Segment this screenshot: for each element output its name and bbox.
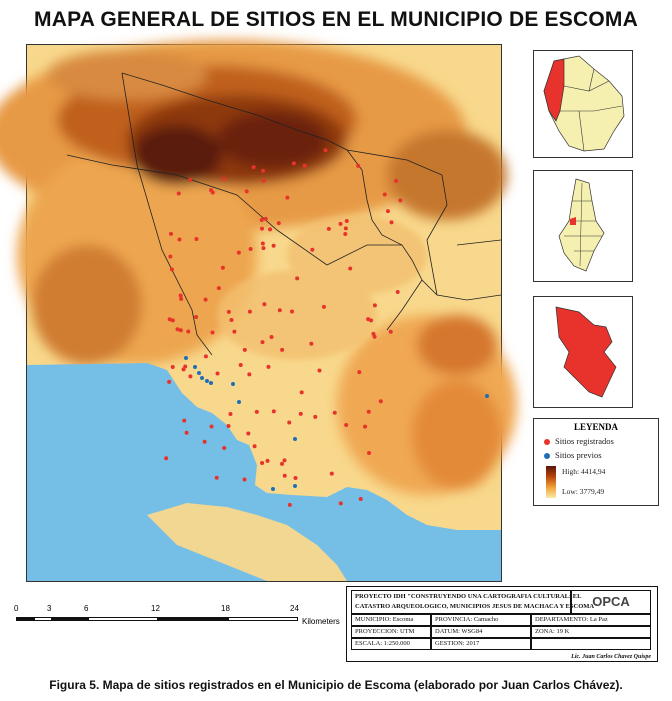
registered-site-marker (232, 330, 236, 334)
legend-previous: Sitios previos (544, 450, 602, 460)
registered-site-marker (345, 219, 349, 223)
registered-site-marker (272, 244, 276, 248)
registered-site-marker (239, 363, 243, 367)
registered-site-marker (285, 196, 289, 200)
author-credit: Lic. Juan Carlos Chavez Quispe (571, 654, 651, 660)
proyeccion-cell: PROYECCION: UTM (351, 626, 431, 638)
registered-site-marker (204, 354, 208, 358)
registered-site-marker (287, 420, 291, 424)
registered-site-marker (194, 237, 198, 241)
registered-site-marker (299, 412, 303, 416)
registered-site-marker (204, 298, 208, 302)
bolivia-map (534, 51, 632, 157)
inset-bolivia (533, 50, 633, 158)
registered-site-marker (303, 164, 307, 168)
registered-site-marker (367, 451, 371, 455)
previous-site-marker (237, 400, 241, 404)
registered-site-marker (246, 432, 250, 436)
previous-site-marker (271, 487, 275, 491)
registered-site-marker (369, 318, 373, 322)
registered-site-marker (262, 302, 266, 306)
gestion-cell: GESTION: 2017 (431, 638, 531, 650)
registered-site-marker (243, 478, 247, 482)
registered-site-marker (383, 193, 387, 197)
registered-site-marker (266, 365, 270, 369)
registered-site-marker (248, 310, 252, 314)
registered-site-marker (394, 179, 398, 183)
registered-site-marker (188, 374, 192, 378)
previous-dot-icon (544, 453, 550, 459)
registered-site-marker (247, 372, 251, 376)
registered-site-marker (373, 303, 377, 307)
registered-site-marker (386, 209, 390, 213)
previous-site-marker (193, 365, 197, 369)
registered-site-marker (227, 424, 231, 428)
elevation-ramp (546, 466, 556, 498)
legend-title: LEYENDA (573, 422, 618, 432)
registered-site-marker (344, 226, 348, 230)
registered-site-marker (243, 348, 247, 352)
scale-tick: 12 (151, 604, 160, 613)
registered-site-marker (211, 190, 215, 194)
registered-site-marker (356, 164, 360, 168)
registered-site-marker (260, 218, 264, 222)
registered-dot-icon (544, 439, 550, 445)
legend (533, 418, 659, 506)
registered-site-marker (357, 370, 361, 374)
registered-site-marker (277, 221, 281, 225)
registered-site-marker (216, 372, 220, 376)
registered-site-marker (278, 308, 282, 312)
registered-site-marker (379, 399, 383, 403)
registered-site-marker (177, 237, 181, 241)
registered-site-marker (171, 318, 175, 322)
registered-site-marker (300, 390, 304, 394)
registered-site-marker (260, 227, 264, 231)
registered-site-marker (249, 247, 253, 251)
registered-site-marker (283, 458, 287, 462)
registered-site-marker (261, 246, 265, 250)
registered-site-marker (215, 476, 219, 480)
registered-site-marker (177, 191, 181, 195)
registered-site-marker (203, 440, 207, 444)
project-cell: PROYECTO IDH "CONSTRUYENDO UNA CARTOGRAFIA CULTURAL: EL CATASTRO ARQUEOLOGICO, MUNICIPIOS JESUS DE MACHACA Y ESCOMA" (351, 590, 571, 614)
registered-site-marker (309, 342, 313, 346)
escala-cell: ESCALA: 1:250.000 (351, 638, 431, 650)
previous-site-marker (184, 356, 188, 360)
registered-site-marker (255, 410, 259, 414)
registered-site-marker (348, 267, 352, 271)
registered-site-marker (344, 423, 348, 427)
provincia-cell: PROVINCIA: Camacho (431, 614, 531, 626)
registered-site-marker (245, 189, 249, 193)
scale-tick: 24 (290, 604, 299, 613)
registered-site-marker (359, 497, 363, 501)
scale-tick: 18 (221, 604, 230, 613)
registered-site-marker (170, 267, 174, 271)
registered-site-marker (228, 412, 232, 416)
registered-site-marker (164, 456, 168, 460)
registered-site-marker (217, 286, 221, 290)
registered-site-marker (367, 410, 371, 414)
scale-tick: 3 (47, 604, 52, 613)
scale-tick: 0 (14, 604, 19, 613)
registered-site-marker (280, 348, 284, 352)
registered-site-marker (261, 179, 265, 183)
registered-site-marker (260, 340, 264, 344)
registered-site-marker (169, 232, 173, 236)
inset-la-paz (533, 170, 633, 282)
registered-site-marker (168, 255, 172, 259)
municipio-cell: MUNICIPIO: Escoma (351, 614, 431, 626)
registered-site-marker (327, 227, 331, 231)
scale-unit: Kilometers (302, 617, 340, 626)
registered-site-marker (324, 148, 328, 152)
la-paz-map (534, 171, 632, 281)
registered-site-marker (183, 365, 187, 369)
zona-cell: ZONA: 19 K (531, 626, 651, 638)
previous-site-marker (209, 381, 213, 385)
registered-site-marker (371, 332, 375, 336)
previous-site-marker (200, 376, 204, 380)
registered-site-marker (237, 251, 241, 255)
escoma-map (534, 297, 632, 407)
registered-site-marker (167, 380, 171, 384)
registered-site-marker (294, 476, 298, 480)
registered-site-marker (288, 503, 292, 507)
registered-site-marker (171, 365, 175, 369)
registered-site-marker (188, 178, 192, 182)
registered-site-marker (222, 446, 226, 450)
registered-site-marker (210, 425, 214, 429)
previous-site-marker (293, 484, 297, 488)
previous-site-marker (197, 371, 201, 375)
registered-site-marker (222, 177, 226, 181)
registered-site-marker (179, 297, 183, 301)
previous-site-marker (293, 437, 297, 441)
registered-site-marker (295, 276, 299, 280)
previous-site-marker (205, 379, 209, 383)
registered-site-marker (270, 335, 274, 339)
registered-site-marker (322, 305, 326, 309)
datum-cell: DATUM: WSG84 (431, 626, 531, 638)
registered-site-marker (261, 169, 265, 173)
departamento-cell: DEPARTAMENTO: La Paz (531, 614, 651, 626)
registered-site-marker (264, 217, 268, 221)
figure-caption: Figura 5. Mapa de sitios registrados en el Municipio de Escoma (elaborado por Juan Carlos Chávez). (49, 678, 623, 692)
registered-site-marker (194, 315, 198, 319)
registered-site-marker (272, 409, 276, 413)
registered-site-marker (175, 327, 179, 331)
registered-site-marker (253, 444, 257, 448)
registered-site-marker (339, 501, 343, 505)
registered-site-marker (283, 474, 287, 478)
registered-site-marker (396, 290, 400, 294)
legend-low: Low: 3779,49 (562, 487, 605, 496)
registered-site-marker (317, 368, 321, 372)
registered-site-marker (363, 425, 367, 429)
scale-bar (12, 604, 342, 634)
registered-site-marker (185, 431, 189, 435)
previous-site-marker (485, 394, 489, 398)
map-title: MAPA GENERAL DE SITIOS EN EL MUNICIPIO DE ESCOMA (34, 8, 638, 31)
registered-site-marker (313, 415, 317, 419)
registered-site-marker (252, 165, 256, 169)
registered-site-marker (330, 472, 334, 476)
registered-site-marker (186, 330, 190, 334)
registered-site-marker (339, 222, 343, 226)
legend-high: High: 4414,94 (562, 467, 606, 476)
registered-site-marker (261, 241, 265, 245)
registered-site-marker (229, 318, 233, 322)
previous-site-marker (231, 382, 235, 386)
registered-site-marker (210, 331, 214, 335)
registered-site-marker (389, 330, 393, 334)
registered-site-marker (292, 161, 296, 165)
registered-site-marker (266, 459, 270, 463)
registered-site-marker (290, 309, 294, 313)
registered-site-marker (310, 248, 314, 252)
registered-site-marker (227, 310, 231, 314)
registered-site-marker (260, 461, 264, 465)
scale-tick: 6 (84, 604, 89, 613)
registered-site-marker (182, 419, 186, 423)
registered-site-marker (398, 198, 402, 202)
registered-site-marker (333, 411, 337, 415)
opca-logo: OPCA (571, 590, 651, 614)
main-map (26, 44, 502, 582)
legend-registered: Sitios registrados (544, 436, 614, 446)
registered-site-marker (389, 220, 393, 224)
registered-site-marker (343, 232, 347, 236)
inset-escoma (533, 296, 633, 408)
registered-site-marker (268, 227, 272, 231)
registered-site-marker (280, 462, 284, 466)
registered-site-marker (221, 266, 225, 270)
site-markers (27, 45, 501, 581)
info-table (346, 586, 658, 662)
